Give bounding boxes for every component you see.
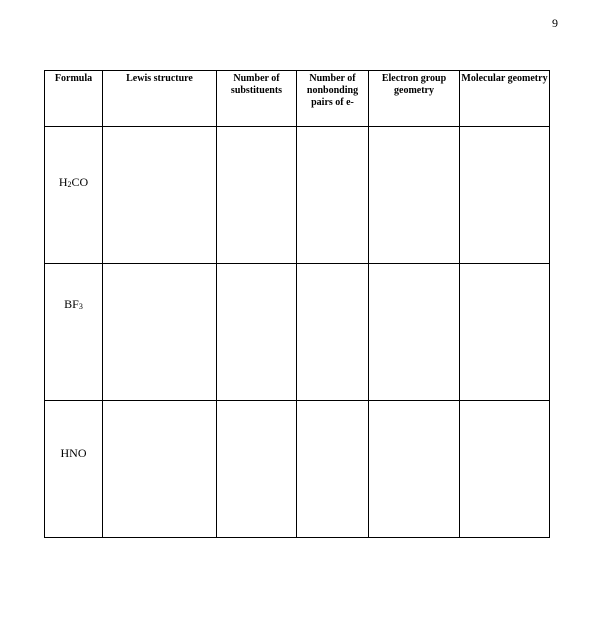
header-molecular-geometry: Molecular geometry: [460, 71, 550, 127]
formula-bf3: $BF_3$: [64, 297, 83, 311]
nonbonding-pairs-cell[interactable]: [297, 401, 369, 538]
header-electron-group-geometry: Electron group geometry: [369, 71, 460, 127]
formula-cell: [45, 401, 103, 538]
lewis-structure-cell[interactable]: [103, 401, 217, 538]
nonbonding-pairs-cell[interactable]: [297, 264, 369, 401]
header-number-of-substituents: Number of substituents: [217, 71, 297, 127]
electron-group-geometry-cell[interactable]: [369, 264, 460, 401]
header-row: [45, 71, 550, 127]
page-number: 9: [552, 16, 558, 30]
header-nonbonding-pairs: Number of nonbonding pairs of e-: [297, 71, 369, 127]
molecular-geometry-cell[interactable]: [460, 264, 550, 401]
formula-cell: [45, 264, 103, 401]
formula-hno: HNO: [60, 446, 87, 460]
molecular-geometry-cell[interactable]: [460, 127, 550, 264]
substituents-cell[interactable]: [217, 401, 297, 538]
header-formula: Formula: [45, 71, 103, 127]
substituents-cell[interactable]: [217, 127, 297, 264]
table-row: [45, 264, 550, 401]
table-row: [45, 127, 550, 264]
table-row: [45, 401, 550, 538]
substituents-cell[interactable]: [217, 264, 297, 401]
formula-cell: [45, 127, 103, 264]
electron-group-geometry-cell[interactable]: [369, 127, 460, 264]
electron-group-geometry-cell[interactable]: [369, 401, 460, 538]
lewis-structure-cell[interactable]: [103, 127, 217, 264]
lewis-structure-cell[interactable]: [103, 264, 217, 401]
nonbonding-pairs-cell[interactable]: [297, 127, 369, 264]
formula-h2co: $H_2CO$: [58, 175, 89, 189]
header-lewis-structure: Lewis structure: [103, 71, 217, 127]
molecular-geometry-cell[interactable]: [460, 401, 550, 538]
molecular-geometry-table: [44, 70, 550, 538]
